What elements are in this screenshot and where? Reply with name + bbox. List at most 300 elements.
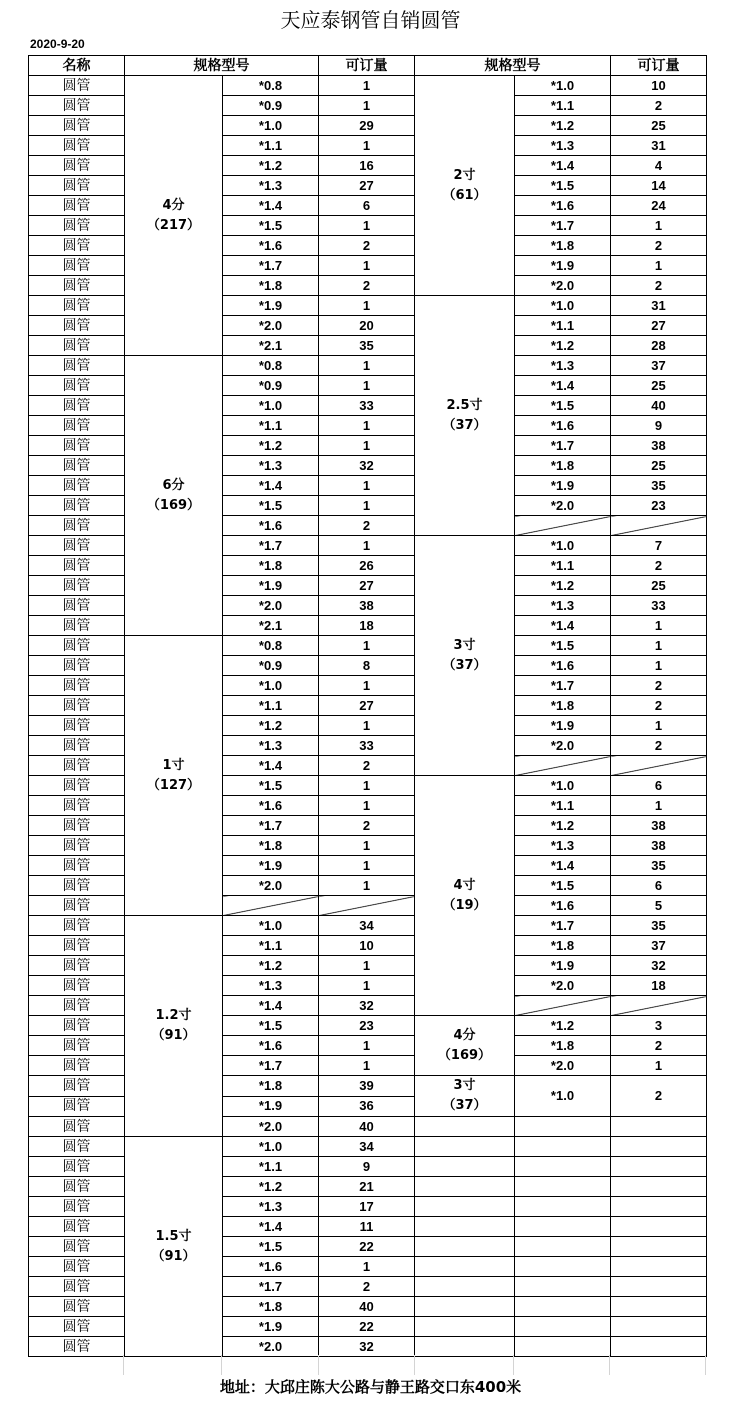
row-name-cell: 圆管: [29, 776, 125, 796]
qty-cell: 6: [611, 876, 707, 896]
spec-cell: *1.7: [223, 1056, 319, 1076]
spec-cell: *1.4: [223, 756, 319, 776]
right-group-cell: [415, 1016, 515, 1076]
qty-cell: 1: [319, 1056, 415, 1076]
spec-cell: *1.5: [223, 1237, 319, 1257]
spec-cell: *1.5: [515, 636, 611, 656]
empty-cell: [415, 1297, 515, 1317]
spec-cell: *1.7: [515, 916, 611, 936]
spec-cell: *1.3: [515, 596, 611, 616]
empty-qty-cell: [611, 756, 707, 776]
spec-cell: *1.0: [515, 1076, 611, 1117]
row-name-cell: 圆管: [29, 956, 125, 976]
spec-cell: *1.6: [515, 656, 611, 676]
qty-cell: 1: [319, 636, 415, 656]
spec-cell: *1.9: [223, 856, 319, 876]
qty-cell: 5: [611, 896, 707, 916]
spec-cell: *1.7: [515, 216, 611, 236]
header-name: 名称: [29, 56, 125, 76]
right-group-cell: [415, 1076, 515, 1117]
right-group-cell: [415, 76, 515, 296]
qty-cell: 1: [319, 76, 415, 96]
qty-cell: 10: [611, 76, 707, 96]
qty-cell: 11: [319, 1217, 415, 1237]
spec-cell: *1.4: [515, 156, 611, 176]
row-name-cell: 圆管: [29, 676, 125, 696]
empty-cell: [415, 1337, 515, 1357]
group-size-label: 1.5寸: [155, 1228, 192, 1244]
group-total-label: （217）: [146, 217, 201, 233]
row-name-cell: 圆管: [29, 636, 125, 656]
qty-cell: 4: [611, 156, 707, 176]
spec-cell: *1.5: [515, 396, 611, 416]
spec-cell: *1.4: [515, 376, 611, 396]
qty-cell: 1: [319, 416, 415, 436]
empty-cell: [611, 1257, 707, 1277]
row-name-cell: 圆管: [29, 556, 125, 576]
spec-cell: *1.5: [223, 496, 319, 516]
empty-cell: [415, 1117, 515, 1137]
qty-cell: 1: [319, 836, 415, 856]
qty-cell: 31: [611, 296, 707, 316]
spec-cell: *2.0: [515, 1056, 611, 1076]
spec-cell: *1.6: [515, 416, 611, 436]
spec-cell: *1.5: [223, 1016, 319, 1036]
qty-cell: 2: [319, 236, 415, 256]
row-name-cell: 圆管: [29, 1177, 125, 1197]
date-label: 2020-9-20: [30, 37, 85, 51]
qty-cell: 17: [319, 1197, 415, 1217]
right-group-cell: [415, 536, 515, 776]
qty-cell: 31: [611, 136, 707, 156]
row-name-cell: 圆管: [29, 336, 125, 356]
qty-cell: 27: [319, 176, 415, 196]
spec-cell: *1.0: [223, 116, 319, 136]
empty-cell: [611, 1297, 707, 1317]
row-name-cell: 圆管: [29, 1297, 125, 1317]
row-name-cell: 圆管: [29, 616, 125, 636]
empty-spec-cell: [223, 896, 319, 916]
group-size-label: 1寸: [162, 757, 185, 773]
row-name-cell: 圆管: [29, 1217, 125, 1237]
row-name-cell: 圆管: [29, 736, 125, 756]
row-name-cell: 圆管: [29, 816, 125, 836]
row-name-cell: 圆管: [29, 1076, 125, 1097]
table-row: [29, 636, 707, 656]
row-name-cell: 圆管: [29, 656, 125, 676]
spec-cell: *1.5: [515, 176, 611, 196]
row-name-cell: 圆管: [29, 1257, 125, 1277]
spec-cell: *1.9: [223, 296, 319, 316]
spec-cell: *1.1: [515, 316, 611, 336]
group-total-label: （37）: [442, 417, 487, 433]
spec-cell: *1.0: [223, 676, 319, 696]
qty-cell: 27: [319, 576, 415, 596]
row-name-cell: 圆管: [29, 836, 125, 856]
group-total-label: （37）: [442, 657, 487, 673]
table-row: [29, 356, 707, 376]
empty-qty-cell: [611, 996, 707, 1016]
row-name-cell: 圆管: [29, 136, 125, 156]
spec-cell: *1.3: [223, 176, 319, 196]
qty-cell: 32: [319, 456, 415, 476]
empty-cell: [515, 1277, 611, 1297]
spec-cell: *1.7: [515, 676, 611, 696]
row-name-cell: 圆管: [29, 156, 125, 176]
qty-cell: 32: [319, 996, 415, 1016]
row-name-cell: 圆管: [29, 1096, 125, 1117]
row-name-cell: 圆管: [29, 876, 125, 896]
group-size-label: 4分: [453, 1027, 476, 1043]
spec-cell: *1.3: [223, 456, 319, 476]
spec-cell: *2.0: [223, 316, 319, 336]
qty-cell: 22: [319, 1317, 415, 1337]
qty-cell: 35: [611, 856, 707, 876]
spec-cell: *1.9: [515, 476, 611, 496]
empty-cell: [415, 1197, 515, 1217]
qty-cell: 32: [611, 956, 707, 976]
group-size-label: 4分: [162, 197, 185, 213]
qty-cell: 1: [319, 256, 415, 276]
spec-cell: *1.4: [223, 196, 319, 216]
header-qty-left: 可订量: [319, 56, 415, 76]
qty-cell: 1: [611, 636, 707, 656]
qty-cell: 1: [319, 476, 415, 496]
qty-cell: 2: [611, 676, 707, 696]
row-name-cell: 圆管: [29, 996, 125, 1016]
pipe-inventory-table: [28, 55, 707, 1357]
spec-cell: *1.0: [515, 296, 611, 316]
row-name-cell: 圆管: [29, 316, 125, 336]
row-name-cell: 圆管: [29, 576, 125, 596]
qty-cell: 9: [611, 416, 707, 436]
spec-cell: *1.9: [515, 256, 611, 276]
spec-cell: *1.3: [223, 976, 319, 996]
qty-cell: 25: [611, 456, 707, 476]
spec-cell: *1.2: [515, 116, 611, 136]
empty-cell: [515, 1257, 611, 1277]
qty-cell: 2: [611, 276, 707, 296]
spec-cell: *1.1: [515, 796, 611, 816]
qty-cell: 38: [319, 596, 415, 616]
qty-cell: 1: [319, 536, 415, 556]
empty-cell: [611, 1177, 707, 1197]
empty-cell: [611, 1137, 707, 1157]
spec-cell: *1.4: [223, 476, 319, 496]
spec-cell: *2.0: [223, 876, 319, 896]
qty-cell: 8: [319, 656, 415, 676]
empty-cell: [515, 1237, 611, 1257]
spec-cell: *1.1: [515, 96, 611, 116]
qty-cell: 1: [319, 1257, 415, 1277]
row-name-cell: 圆管: [29, 376, 125, 396]
group-total-label: （169）: [146, 497, 201, 513]
qty-cell: 10: [319, 936, 415, 956]
spec-cell: *1.2: [515, 336, 611, 356]
qty-cell: 1: [611, 256, 707, 276]
qty-cell: 2: [611, 236, 707, 256]
row-name-cell: 圆管: [29, 496, 125, 516]
row-name-cell: 圆管: [29, 196, 125, 216]
qty-cell: 2: [319, 756, 415, 776]
left-group-cell: [125, 636, 223, 916]
address-footer: 地址：大邱庄陈大公路与静王路交口东400米: [219, 1378, 522, 1396]
spec-cell: *1.4: [515, 616, 611, 636]
empty-cell: [515, 1177, 611, 1197]
qty-cell: 18: [319, 616, 415, 636]
qty-cell: 1: [611, 216, 707, 236]
empty-cell: [415, 1257, 515, 1277]
empty-cell: [515, 1157, 611, 1177]
qty-cell: 1: [319, 676, 415, 696]
row-name-cell: 圆管: [29, 1117, 125, 1137]
empty-cell: [515, 1117, 611, 1137]
spec-cell: *1.5: [223, 216, 319, 236]
row-name-cell: 圆管: [29, 1237, 125, 1257]
qty-cell: 2: [611, 556, 707, 576]
spec-cell: *1.1: [223, 136, 319, 156]
group-total-label: （91）: [151, 1028, 196, 1043]
left-group-cell: [125, 76, 223, 356]
qty-cell: 1: [319, 496, 415, 516]
qty-cell: 1: [319, 856, 415, 876]
row-name-cell: 圆管: [29, 1036, 125, 1056]
spec-cell: *1.2: [515, 576, 611, 596]
empty-cell: [415, 1277, 515, 1297]
spec-cell: *2.0: [515, 496, 611, 516]
qty-cell: 1: [319, 296, 415, 316]
spec-cell: *2.0: [223, 1117, 319, 1137]
qty-cell: 24: [611, 196, 707, 216]
qty-cell: 7: [611, 536, 707, 556]
spec-cell: *1.9: [223, 1096, 319, 1117]
spec-cell: *1.7: [515, 436, 611, 456]
spec-cell: *1.8: [223, 556, 319, 576]
qty-cell: 1: [611, 716, 707, 736]
qty-cell: 2: [611, 1076, 707, 1117]
spec-cell: *1.9: [223, 576, 319, 596]
row-name-cell: 圆管: [29, 96, 125, 116]
empty-cell: [611, 1157, 707, 1177]
row-name-cell: 圆管: [29, 1137, 125, 1157]
qty-cell: 14: [611, 176, 707, 196]
qty-cell: 2: [611, 96, 707, 116]
row-name-cell: 圆管: [29, 1056, 125, 1076]
empty-cell: [415, 1317, 515, 1337]
spec-cell: *1.8: [515, 1036, 611, 1056]
row-name-cell: 圆管: [29, 116, 125, 136]
spec-cell: *1.1: [223, 1157, 319, 1177]
empty-cell: [515, 1297, 611, 1317]
qty-cell: 33: [319, 736, 415, 756]
spec-cell: *0.8: [223, 356, 319, 376]
qty-cell: 21: [319, 1177, 415, 1197]
qty-cell: 6: [611, 776, 707, 796]
qty-cell: 34: [319, 1137, 415, 1157]
spec-cell: *1.9: [515, 956, 611, 976]
spec-cell: *1.8: [223, 276, 319, 296]
left-group-cell: [125, 356, 223, 636]
row-name-cell: 圆管: [29, 236, 125, 256]
qty-cell: 2: [319, 816, 415, 836]
spec-cell: *1.6: [515, 196, 611, 216]
group-size-label: 6分: [162, 477, 185, 493]
empty-cell: [415, 1157, 515, 1177]
header-qty-right: 可订量: [611, 56, 707, 76]
qty-cell: 40: [319, 1117, 415, 1137]
row-name-cell: 圆管: [29, 456, 125, 476]
qty-cell: 35: [319, 336, 415, 356]
spec-cell: *1.2: [223, 1177, 319, 1197]
empty-qty-cell: [611, 516, 707, 536]
spec-cell: *1.9: [515, 716, 611, 736]
spec-cell: *1.1: [223, 696, 319, 716]
spec-cell: *1.0: [515, 76, 611, 96]
empty-spec-cell: [515, 756, 611, 776]
row-name-cell: 圆管: [29, 916, 125, 936]
spec-cell: *2.0: [515, 276, 611, 296]
spec-cell: *0.8: [223, 636, 319, 656]
qty-cell: 33: [319, 396, 415, 416]
qty-cell: 40: [319, 1297, 415, 1317]
empty-cell: [515, 1137, 611, 1157]
spec-cell: *1.4: [223, 1217, 319, 1237]
qty-cell: 25: [611, 376, 707, 396]
qty-cell: 33: [611, 596, 707, 616]
qty-cell: 2: [611, 1036, 707, 1056]
spec-cell: *1.6: [223, 796, 319, 816]
qty-cell: 38: [611, 436, 707, 456]
qty-cell: 23: [611, 496, 707, 516]
qty-cell: 9: [319, 1157, 415, 1177]
qty-cell: 35: [611, 916, 707, 936]
group-total-label: （61）: [442, 187, 487, 203]
qty-cell: 37: [611, 936, 707, 956]
table-row: [29, 1137, 707, 1157]
qty-cell: 2: [319, 276, 415, 296]
qty-cell: 1: [319, 376, 415, 396]
right-group-cell: [415, 296, 515, 536]
spec-cell: *1.6: [223, 236, 319, 256]
row-name-cell: 圆管: [29, 696, 125, 716]
qty-cell: 18: [611, 976, 707, 996]
spec-cell: *1.0: [515, 776, 611, 796]
group-total-label: （19）: [442, 897, 487, 913]
row-name-cell: 圆管: [29, 216, 125, 236]
row-name-cell: 圆管: [29, 276, 125, 296]
group-size-label: 2寸: [453, 167, 476, 183]
spec-cell: *2.0: [223, 1337, 319, 1357]
row-name-cell: 圆管: [29, 1157, 125, 1177]
spec-cell: *1.8: [515, 236, 611, 256]
spec-cell: *1.7: [223, 816, 319, 836]
table-row: [29, 76, 707, 96]
row-name-cell: 圆管: [29, 296, 125, 316]
qty-cell: 1: [319, 216, 415, 236]
spec-cell: *1.4: [223, 996, 319, 1016]
group-size-label: 1.2寸: [155, 1008, 192, 1023]
spec-cell: *1.0: [515, 536, 611, 556]
spec-cell: *1.3: [515, 356, 611, 376]
spec-cell: *2.0: [223, 596, 319, 616]
qty-cell: 6: [319, 196, 415, 216]
row-name-cell: 圆管: [29, 436, 125, 456]
qty-cell: 1: [319, 776, 415, 796]
qty-cell: 1: [319, 796, 415, 816]
row-name-cell: 圆管: [29, 1197, 125, 1217]
qty-cell: 1: [319, 956, 415, 976]
spec-cell: *1.1: [223, 936, 319, 956]
sheet-gridlines: [0, 1355, 741, 1375]
spec-cell: *1.6: [515, 896, 611, 916]
spec-cell: *1.6: [223, 1257, 319, 1277]
empty-cell: [415, 1137, 515, 1157]
group-total-label: （37）: [442, 1098, 487, 1113]
group-size-label: 4寸: [453, 877, 476, 893]
row-name-cell: 圆管: [29, 796, 125, 816]
header-spec-right: 规格型号: [415, 56, 611, 76]
qty-cell: 38: [611, 836, 707, 856]
row-name-cell: 圆管: [29, 1277, 125, 1297]
spec-cell: *1.5: [223, 776, 319, 796]
right-group-cell: [415, 776, 515, 1016]
qty-cell: 16: [319, 156, 415, 176]
qty-cell: 1: [611, 1056, 707, 1076]
qty-cell: 27: [319, 696, 415, 716]
row-name-cell: 圆管: [29, 756, 125, 776]
spec-cell: *2.0: [515, 976, 611, 996]
table-row: [29, 916, 707, 936]
spec-cell: *1.2: [223, 156, 319, 176]
spec-cell: *1.0: [223, 396, 319, 416]
row-name-cell: 圆管: [29, 976, 125, 996]
empty-spec-cell: [515, 516, 611, 536]
spec-cell: *0.9: [223, 656, 319, 676]
spec-cell: *1.2: [223, 436, 319, 456]
header-spec-left: 规格型号: [125, 56, 319, 76]
row-name-cell: 圆管: [29, 596, 125, 616]
spec-cell: *1.7: [223, 536, 319, 556]
row-name-cell: 圆管: [29, 856, 125, 876]
qty-cell: 2: [611, 736, 707, 756]
row-name-cell: 圆管: [29, 936, 125, 956]
empty-cell: [611, 1117, 707, 1137]
left-group-cell: [125, 1137, 223, 1357]
empty-cell: [611, 1217, 707, 1237]
spec-cell: *1.3: [223, 1197, 319, 1217]
group-total-label: （169）: [437, 1047, 492, 1063]
empty-cell: [611, 1237, 707, 1257]
spec-cell: *1.8: [223, 836, 319, 856]
spec-cell: *1.0: [223, 1137, 319, 1157]
spec-cell: *1.9: [223, 1317, 319, 1337]
empty-spec-cell: [515, 996, 611, 1016]
spec-cell: *1.3: [223, 736, 319, 756]
group-size-label: 3寸: [453, 1078, 476, 1093]
qty-cell: 2: [319, 516, 415, 536]
empty-cell: [415, 1237, 515, 1257]
spec-cell: *1.2: [223, 956, 319, 976]
spec-cell: *1.7: [223, 256, 319, 276]
spec-cell: *1.6: [223, 1036, 319, 1056]
spec-cell: *1.1: [223, 416, 319, 436]
qty-cell: 1: [611, 656, 707, 676]
spec-cell: *2.0: [515, 736, 611, 756]
empty-cell: [611, 1337, 707, 1357]
qty-cell: 20: [319, 316, 415, 336]
qty-cell: 25: [611, 116, 707, 136]
qty-cell: 1: [319, 96, 415, 116]
